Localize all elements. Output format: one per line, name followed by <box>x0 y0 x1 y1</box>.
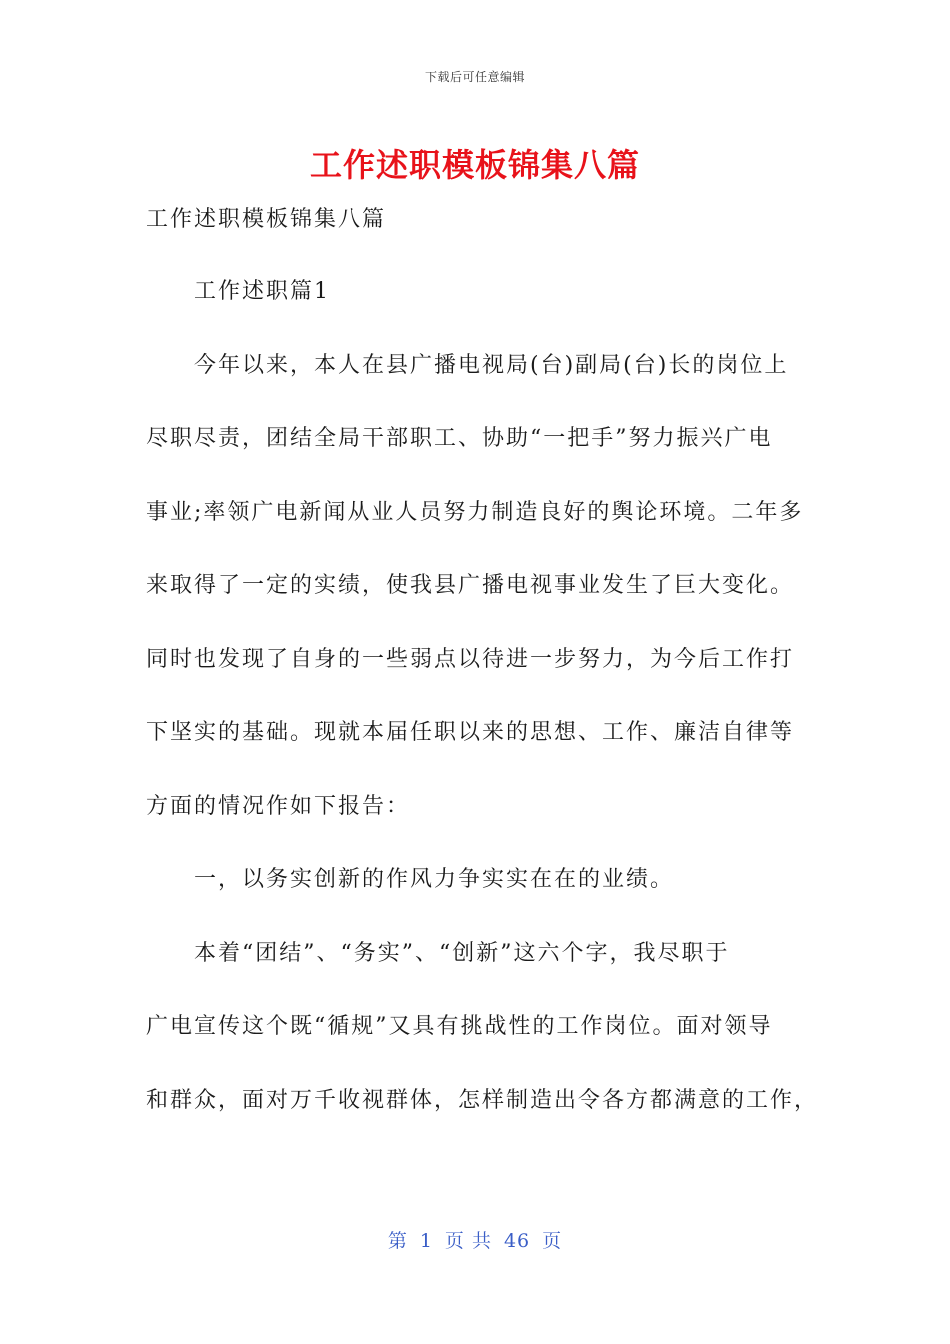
document-subtitle: 工作述职模板锦集八篇 <box>146 207 387 232</box>
section-heading: 工作述职篇1 <box>194 279 330 304</box>
paragraph-line: 来取得了一定的实绩，使我县广播电视事业发生了巨大变化。 <box>146 573 795 598</box>
paragraph-line: 同时也发现了自身的一些弱点以待进一步努力，为今后工作打 <box>146 646 795 672</box>
paragraph-line: 尽职尽责，团结全局干部职工、协助“一把手”努力振兴广电 <box>146 426 773 451</box>
footer-suffix: 页 <box>542 1230 563 1252</box>
paragraph-line: 事业;率领广电新闻从业人员努力制造良好的舆论环境。二年多 <box>146 499 804 525</box>
header-note: 下载后可任意编辑 <box>424 70 525 84</box>
document-body <box>146 185 819 1137</box>
footer-prefix: 第 <box>387 1230 408 1252</box>
footer-middle: 页 共 <box>444 1230 492 1252</box>
footer-current-page: 1 <box>419 1230 433 1252</box>
paragraph-line: 下坚实的基础。现就本届任职以来的思想、工作、廉洁自律等 <box>146 720 795 745</box>
paragraph-line: 和群众，面对万千收视群体，怎样制造出令各方都满意的工作， <box>146 1087 819 1113</box>
paragraph-line: 广电宣传这个既“循规”又具有挑战性的工作岗位。面对领导 <box>146 1014 773 1039</box>
document-title: 工作述职模板锦集八篇 <box>309 146 640 184</box>
footer-total-pages: 46 <box>503 1230 531 1252</box>
subsection-heading: 一，以务实创新的作风力争实实在在的业绩。 <box>194 867 675 892</box>
paragraph-line: 方面的情况作如下报告： <box>146 793 411 819</box>
paragraph-line: 本着“团结”、“务实”、“创新”这六个字，我尽职于 <box>194 940 730 966</box>
page-number-footer <box>0 1226 950 1253</box>
paragraph-line: 今年以来，本人在县广播电视局(台)副局(台)长的岗位上 <box>194 352 789 378</box>
